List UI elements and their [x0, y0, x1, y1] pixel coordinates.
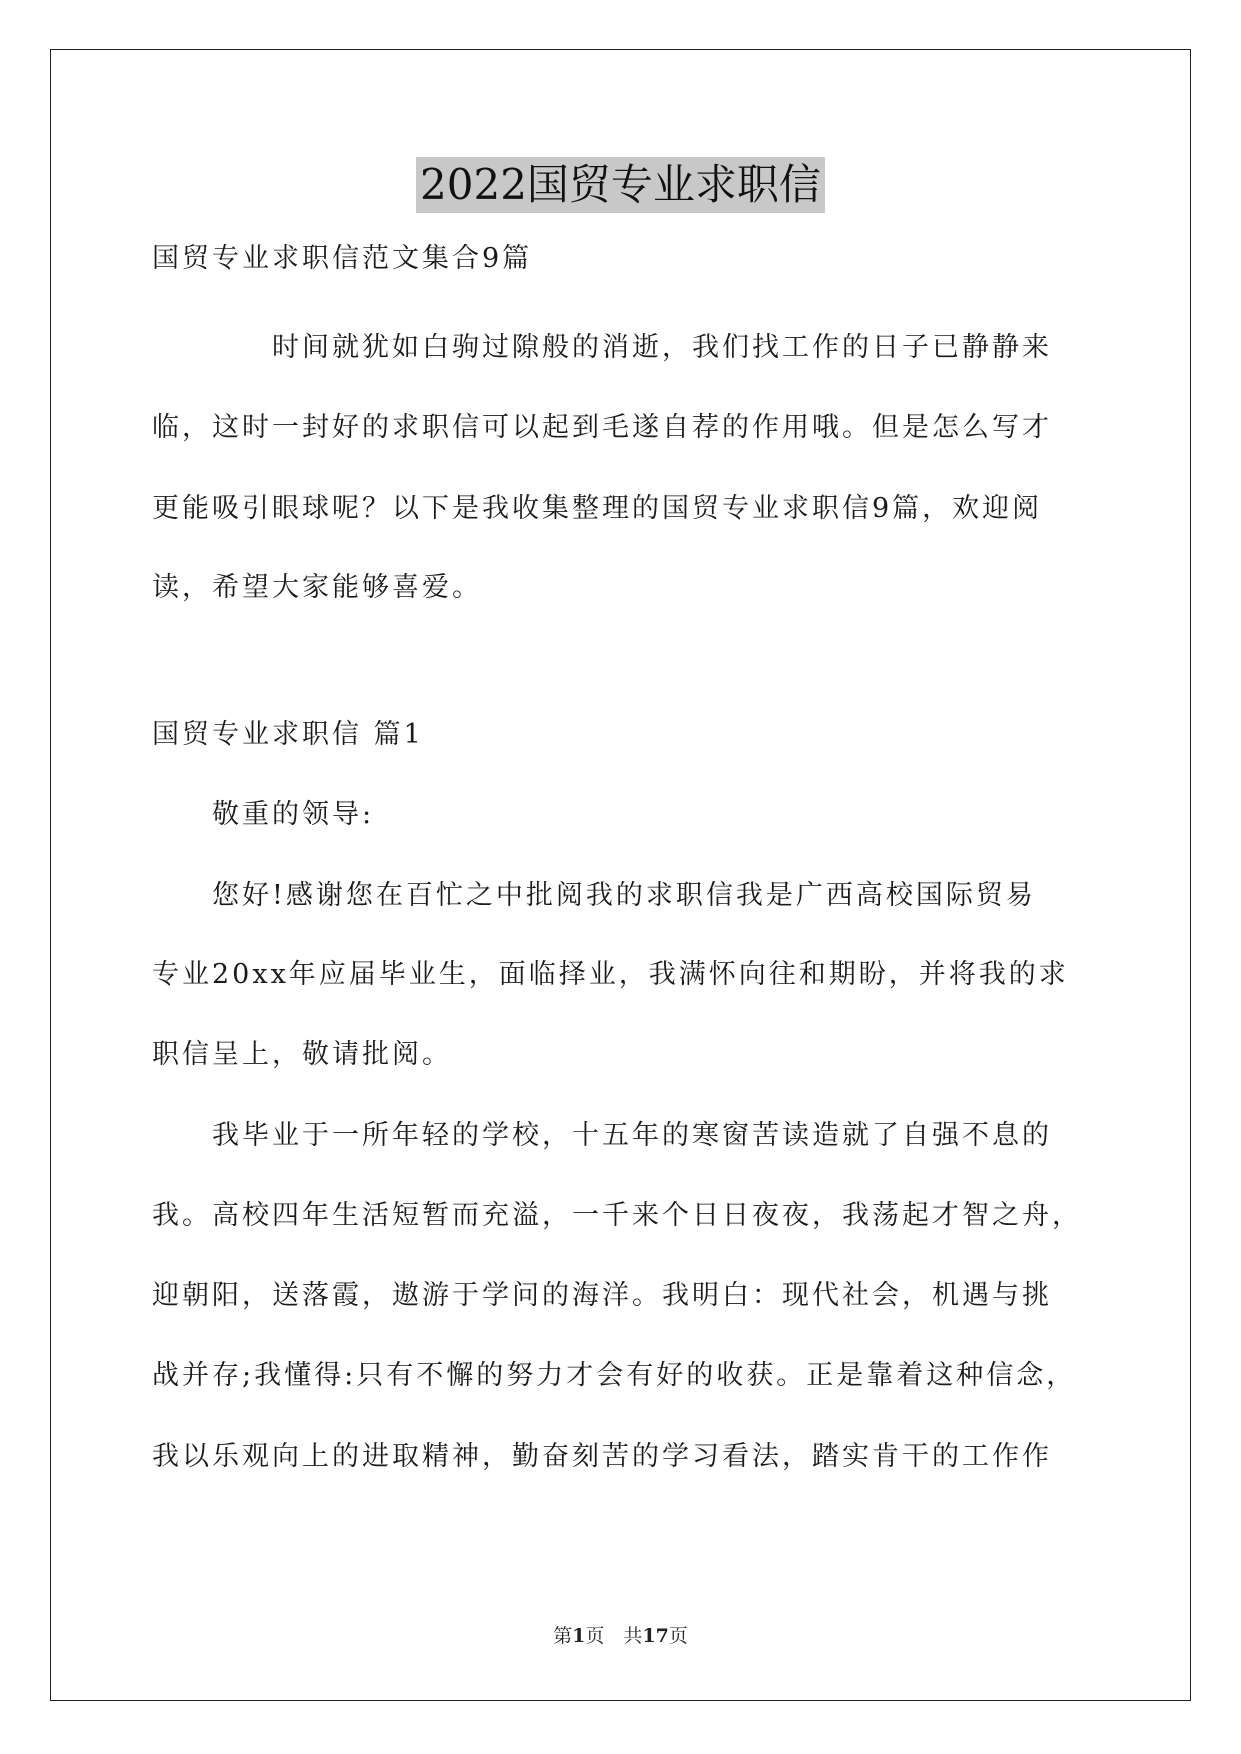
- footer-suffix: 页: [668, 1625, 688, 1647]
- document-title: 2022国贸专业求职信: [416, 157, 825, 213]
- text-line: 您好!感谢您在百忙之中批阅我的求职信我是广西高校国际贸易: [152, 880, 1036, 911]
- total-pages-number: 17: [642, 1625, 669, 1647]
- text-line: 战并存;我懂得:只有不懈的努力才会有好的收获。正是靠着这种信念，: [152, 1360, 1077, 1391]
- text-line: 专业20xx年应届毕业生，面临择业，我满怀向往和期盼，并将我的求: [152, 959, 1069, 990]
- text-line: 我以乐观向上的进取精神，勤奋刻苦的学习看法，踏实肯干的工作作: [152, 1441, 1052, 1472]
- text-line: 时间就犹如白驹过隙般的消逝，我们找工作的日子已静静来: [152, 332, 1052, 363]
- text-line: 更能吸引眼球呢？以下是我收集整理的国贸专业求职信9篇，欢迎阅: [152, 493, 1043, 524]
- section-heading: 国贸专业求职信 篇1: [152, 719, 424, 750]
- text-line: 敬重的领导:: [152, 799, 375, 830]
- title-container: [0, 157, 1241, 213]
- text-line: 临，这时一封好的求职信可以起到毛遂自荐的作用哦。但是怎么写才: [152, 412, 1052, 443]
- text-line: 我毕业于一所年轻的学校，十五年的寒窗苦读造就了自强不息的: [152, 1120, 1052, 1151]
- text-line: 我。高校四年生活短暂而充溢，一千来个日日夜夜，我荡起才智之舟，: [152, 1200, 1082, 1231]
- subtitle-line: 国贸专业求职信范文集合9篇: [152, 243, 533, 274]
- text-line: 迎朝阳，送落霞，遨游于学问的海洋。我明白：现代社会，机遇与挑: [152, 1280, 1052, 1311]
- current-page-number: 1: [572, 1625, 586, 1647]
- footer-prefix: 第: [553, 1625, 573, 1647]
- text-line: 读，希望大家能够喜爱。: [152, 572, 482, 603]
- footer-middle: 页 共: [585, 1625, 643, 1647]
- text-line: 职信呈上，敬请批阅。: [152, 1039, 452, 1070]
- page-footer: [0, 1623, 1241, 1649]
